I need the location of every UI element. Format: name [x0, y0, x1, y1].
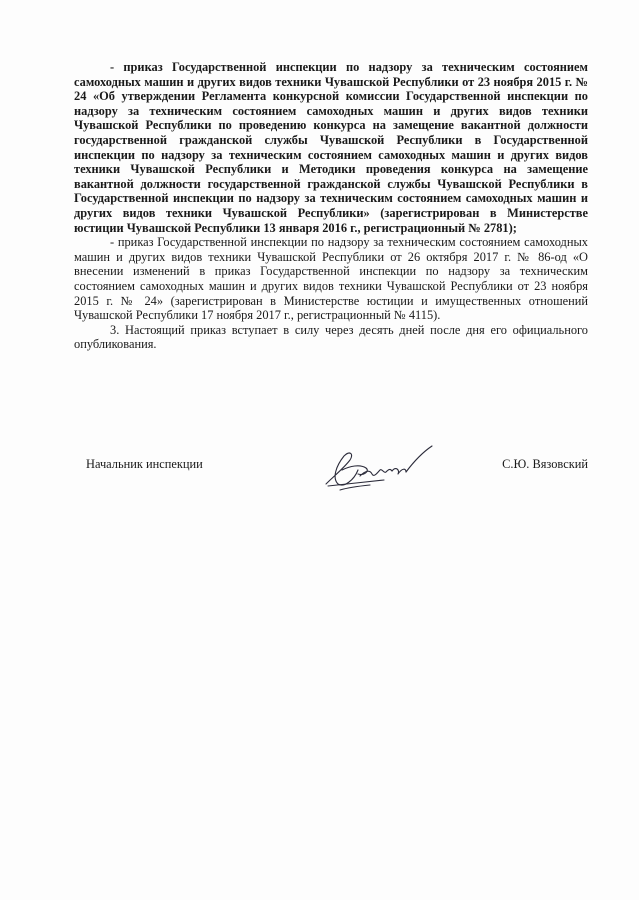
clause-3: 3. Настоящий приказ вступает в силу через десять дней после дня его официального опубликования. [74, 322, 588, 352]
document-body [74, 60, 588, 352]
signature-block [86, 448, 588, 498]
position-title: Начальник инспекции [86, 457, 203, 471]
list-item-order-2015: - приказ Государственной инспекции по надзору за техническим состоянием самоходных машин и других видов техники Чувашской Республики от 23 ноября 2015 г. № 24 «Об утверждении Регламента конкурсной комиссии Государственной инспекции по надзору за техническим состоянием самоходных машин и других видов техники Чувашской Республики по проведению конкурса на замещение вакантной должности государственной гражданской службы Чувашской Республики в Государственной инспекции по надзору за техническим состоянием самоходных машин и других видов техники Чувашской Республики и Методики проведения конкурса на замещение вакантной должности государственной гражданской службы Чувашской Республики в Государственной инспекции по надзору за техническим состоянием самоходных машин и других видов техники Чувашской Республики» (зарегистрирован в Министерстве юстиции Чувашской Республики 13 января 2016 г., регистрационный № 2781); [74, 60, 588, 235]
handwritten-signature [320, 440, 444, 496]
list-item-order-2017: - приказ Государственной инспекции по надзору за техническим состоянием самоходных машин и других видов техники Чувашской Республики от 26 октября 2017 г. № 86-од «О внесении изменений в приказ Государственной инспекции по надзору за техническим состоянием самоходных машин и других видов техники Чувашской Республики от 23 ноября 2015 г. № 24» (зарегистрирован в Министерстве юстиции и имущественных отношений Чувашской Республики 17 ноября 2017 г., регистрационный № 4115). [74, 235, 588, 323]
signer-name: С.Ю. Вязовский [502, 457, 588, 471]
